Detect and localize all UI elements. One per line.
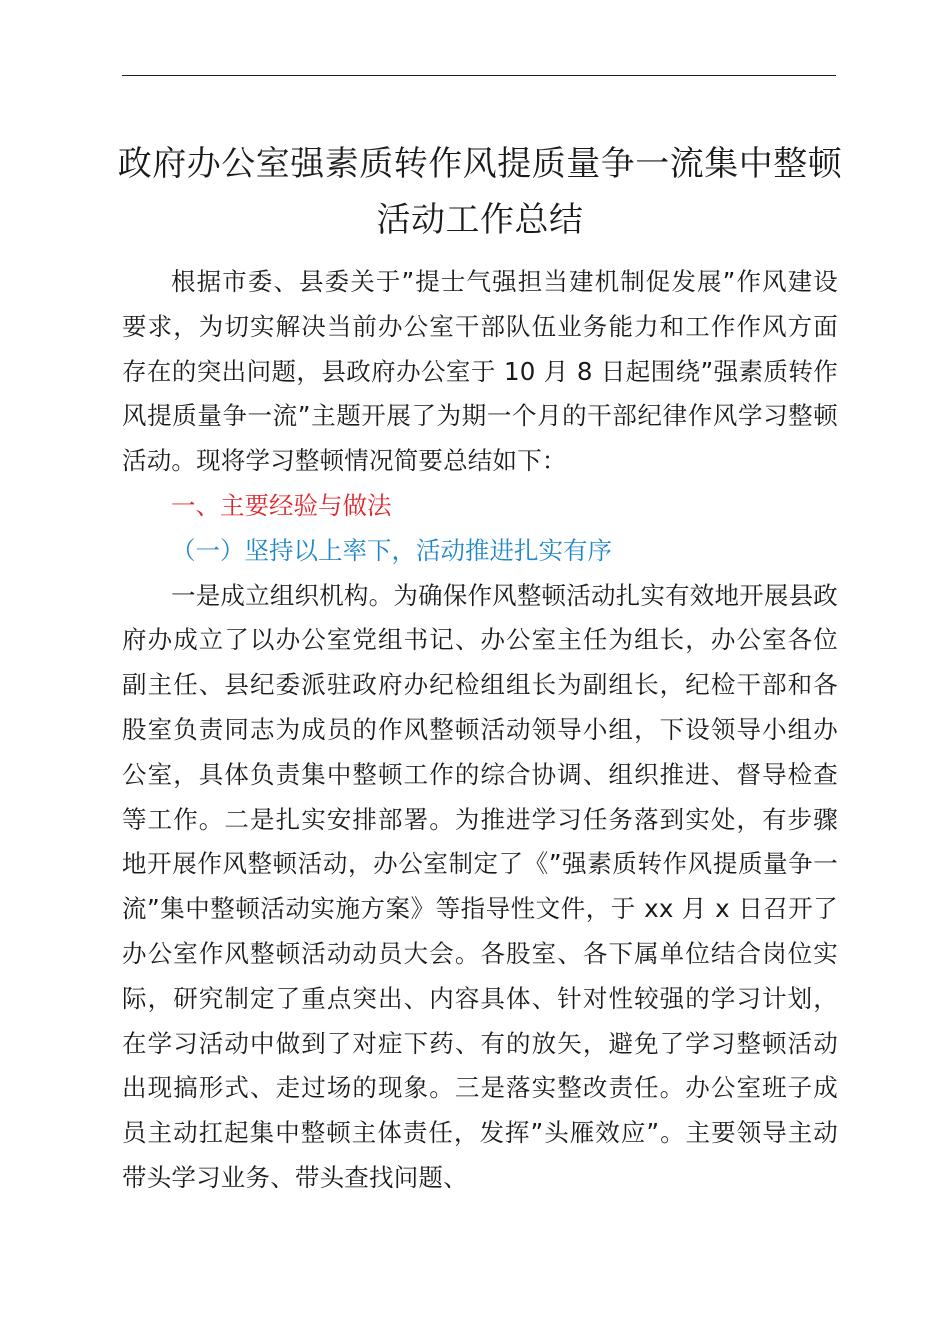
document-title: 政府办公室强素质转作风提质量争一流集中整顿活动工作总结 — [117, 144, 843, 240]
subsection-heading: （一）坚持以上率下，活动推进扎实有序 — [171, 535, 612, 565]
header-rule — [122, 75, 836, 76]
intro-paragraph: 根据市委、县委关于”提士气强担当建机制促发展”作风建设要求，为切实解决当前办公室干部队伍业务能力和工作作风方面存在的突出问题，县政府办公室于 10 月 8 日起围绕”强素质转作风提质量争一流”主题开展了为期一个月的干部纪律作风学习整顿活动。现将学习整顿情况简要总结如下： — [122, 267, 838, 476]
section-heading: 一、主要经验与做法 — [171, 490, 392, 520]
subsection-paragraph: 一是成立组织机构。为确保作风整顿活动扎实有效地开展县政府办成立了以办公室党组书记、办公室主任为组长，办公室各位副主任、县纪委派驻政府办纪检组组长为副组长，纪检干部和各股室负责同志为成员的作风整顿活动领导小组，下设领导小组办公室，具体负责集中整顿工作的综合协调、组织推进、督导检查等工作。二是扎实安排部署。为推进学习任务落到实处，有步骤地开展作风整顿活动，办公室制定了《”强素质转作风提质量争一流”集中整顿活动实施方案》等指导性文件，于 xx 月 x 日召开了办公室作风整顿活动动员大会。各股室、各下属单位结合岗位实际，研究制定了重点突出、内容具体、针对性较强的学习计划，在学习活动中做到了对症下药、有的放矢，避免了学习整顿活动出现搞形式、走过场的现象。三是落实整改责任。办公室班子成员主动扛起集中整顿主体责任，发挥”头雁效应”。主要领导主动带头学习业务、带头查找问题、 — [122, 580, 838, 1192]
document-body — [122, 260, 838, 1201]
